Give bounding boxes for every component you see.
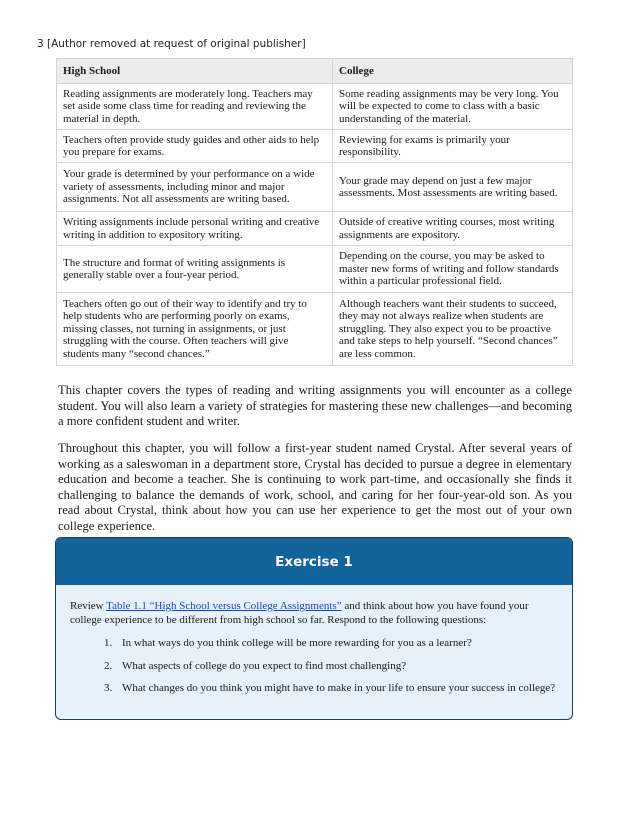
question-number: 3. [104,682,113,694]
table-cell-college: Some reading assignments may be very long. You will be expected to come to class with a basic understanding of the material. [333,84,573,130]
table-cell-high-school: Writing assignments include personal writing and creative writing in addition to expository writing. [57,212,333,246]
table-cell-college: Your grade may depend on just a few major assessments. Most assessments are writing based. [333,163,573,212]
table-row [57,212,573,246]
table-reference-link[interactable]: Table 1.1 “High School versus College Assignments” [106,600,342,612]
question-text: What changes do you think you might have to make in your life to ensure your success in college? [122,682,556,694]
table-row [57,130,573,163]
exercise-intro-start: Review [70,600,107,612]
question-text: In what ways do you think college will be more rewarding for you as a learner? [122,637,472,649]
exercise-intro [70,600,558,627]
table-cell-high-school: Your grade is determined by your performance on a wide variety of assessments, including minor and major assignments. Not all assessments are writing based. [57,163,333,212]
exercise-title: Exercise 1 [56,538,572,585]
list-item [70,660,558,674]
body-paragraph: Throughout this chapter, you will follow a first-year student named Crystal. After several years of working as a saleswoman in a department store, Crystal has decided to pursue a degree in elementary education and become a teacher. She is continuing to work part-time, and occasionally she finds it challenging to balance the demands of work, school, and caring for her four-year-old son. As you read about Crystal, think about how you can use her experience to get the most out of your own college experience. [58,441,572,533]
exercise-box [55,537,573,720]
list-item [70,637,558,651]
table-cell-college: Reviewing for exams is primarily your responsibility. [333,130,573,163]
exercise-question-list [70,637,558,696]
table-row [57,293,573,366]
table-header-row [57,59,573,84]
table-cell-high-school: The structure and format of writing assignments is generally stable over a four-year period. [57,246,333,293]
table-row [57,84,573,130]
table-cell-college: Although teachers want their students to succeed, they may not always realize when students are struggling. They also expect you to be proactive and take steps to help yourself. “Second chances” are less common. [333,293,573,366]
exercise-body [70,600,558,705]
question-text: What aspects of college do you expect to find most challenging? [122,659,407,672]
question-number: 1. [104,637,113,649]
column-header-high-school: High School [57,59,333,84]
table-row [57,246,573,293]
page-number: 3 [37,38,44,50]
comparison-table [56,58,573,366]
table-cell-college: Outside of creative writing courses, most writing assignments are expository. [333,212,573,246]
page-header [37,38,306,50]
exercise-intro-end: and think about how you have found your college experience to be different from high school so far. Respond to the following questions: [70,600,529,626]
table-cell-high-school: Reading assignments are moderately long. Teachers may set aside some class time for reading and reviewing the material in depth. [57,84,333,130]
column-header-college: College [333,59,573,84]
question-number: 2. [104,659,113,672]
list-item [70,682,558,696]
table-cell-high-school: Teachers often provide study guides and other aids to help you prepare for exams. [57,130,333,163]
table-cell-college: Depending on the course, you may be asked to master new forms of writing and follow standards within a particular professional field. [333,246,573,293]
table-cell-high-school: Teachers often go out of their way to identify and try to help students who are performing poorly on exams, missing classes, not turning in assignments, or just struggling with the course. Often teachers will give students many “second chances.” [57,293,333,366]
table-row [57,163,573,212]
body-paragraph: This chapter covers the types of reading and writing assignments you will encounter as a college student. You will also learn a variety of strategies for mastering these new challenges—and becoming a more confident student and writer. [58,383,572,428]
author-note: [Author removed at request of original publisher] [47,38,306,50]
